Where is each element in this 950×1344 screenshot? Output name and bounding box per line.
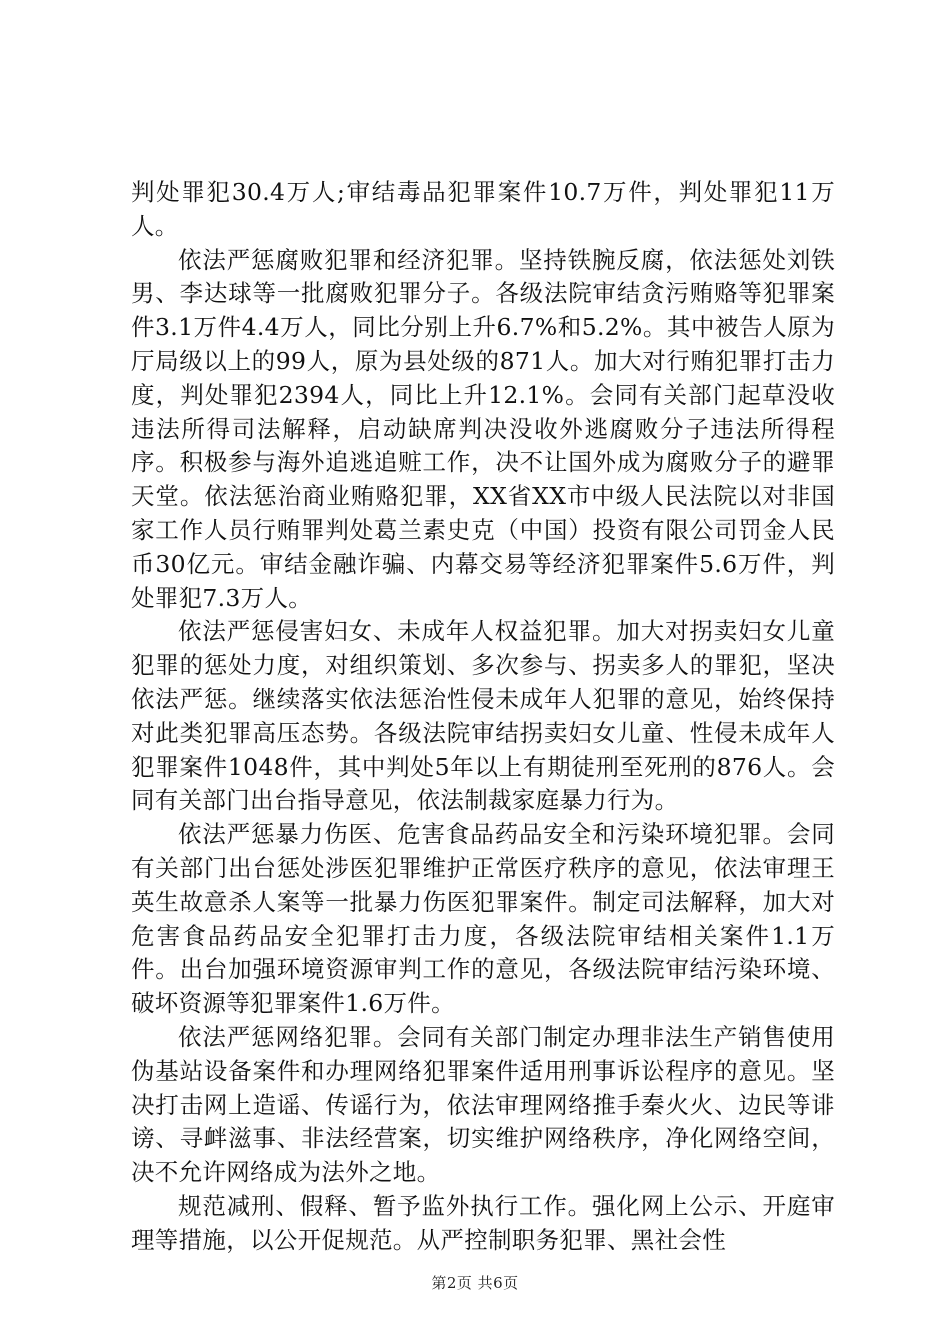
document-body [131,176,835,1258]
paragraph-women-minors-crime: 依法严惩侵害妇女、未成年人权益犯罪。加大对拐卖妇女儿童犯罪的惩处力度，对组织策划、多次参与、拐卖多人的罪犯，坚决依法严惩。继续落实依法惩治性侵未成年人犯罪的意见，始终保持对此类犯罪高压态势。各级法院审结拐卖妇女儿童、性侵未成年人犯罪案件1048件，其中判处5年以上有期徒刑至死刑的876人。会同有关部门出台指导意见，依法制裁家庭暴力行为。 [131,617,835,815]
paragraph-corruption-economic-crime: 依法严惩腐败犯罪和经济犯罪。坚持铁腕反腐，依法惩处刘铁男、李达球等一批腐败犯罪分子。各级法院审结贪污贿赂等犯罪案件3.1万件4.4万人，同比分别上升6.7%和5.2%。其中被告人原为厅局级以上的99人，原为县处级的871人。加大对行贿犯罪打击力度，判处罪犯2394人，同比上升12.1%。会同有关部门起草没收违法所得司法解释，启动缺席判决没收外逃腐败分子违法所得程序。积极参与海外追逃追赃工作，决不让国外成为腐败分子的避罪天堂。依法惩治商业贿赂犯罪，XX省XX市中级人民法院以对非国家工作人员行贿罪判处葛兰素史克（中国）投资有限公司罚金人民币30亿元。审结金融诈骗、内幕交易等经济犯罪案件5.6万件，判处罪犯7.3万人。 [131,245,835,612]
paragraph-sentence-reduction-parole: 规范减刑、假释、暂予监外执行工作。强化网上公示、开庭审理等措施，以公开促规范。从严控制职务犯罪、黑社会性 [131,1191,835,1254]
page-number-footer: 第2页 共6页 [431,1274,519,1292]
paragraph-cyber-crime: 依法严惩网络犯罪。会同有关部门制定办理非法生产销售使用伪基站设备案件和办理网络犯罪案件适用刑事诉讼程序的意见。坚决打击网上造谣、传谣行为，依法审理网络推手秦火火、边民等诽谤、寻衅滋事、非法经营案，切实维护网络秩序，净化网络空间，决不允许网络成为法外之地。 [131,1022,835,1187]
paragraph-continuation: 判处罪犯30.4万人;审结毒品犯罪案件10.7万件，判处罪犯11万人。 [131,178,835,240]
paragraph-medical-food-environment-crime: 依法严惩暴力伤医、危害食品药品安全和污染环境犯罪。会同有关部门出台惩处涉医犯罪维护正常医疗秩序的意见，依法审理王英生故意杀人案等一批暴力伤医犯罪案件。制定司法解释，加大对危害食品药品安全犯罪打击力度，各级法院审结相关案件1.1万件。出台加强环境资源审判工作的意见，各级法院审结污染环境、破坏资源等犯罪案件1.6万件。 [131,820,835,1018]
